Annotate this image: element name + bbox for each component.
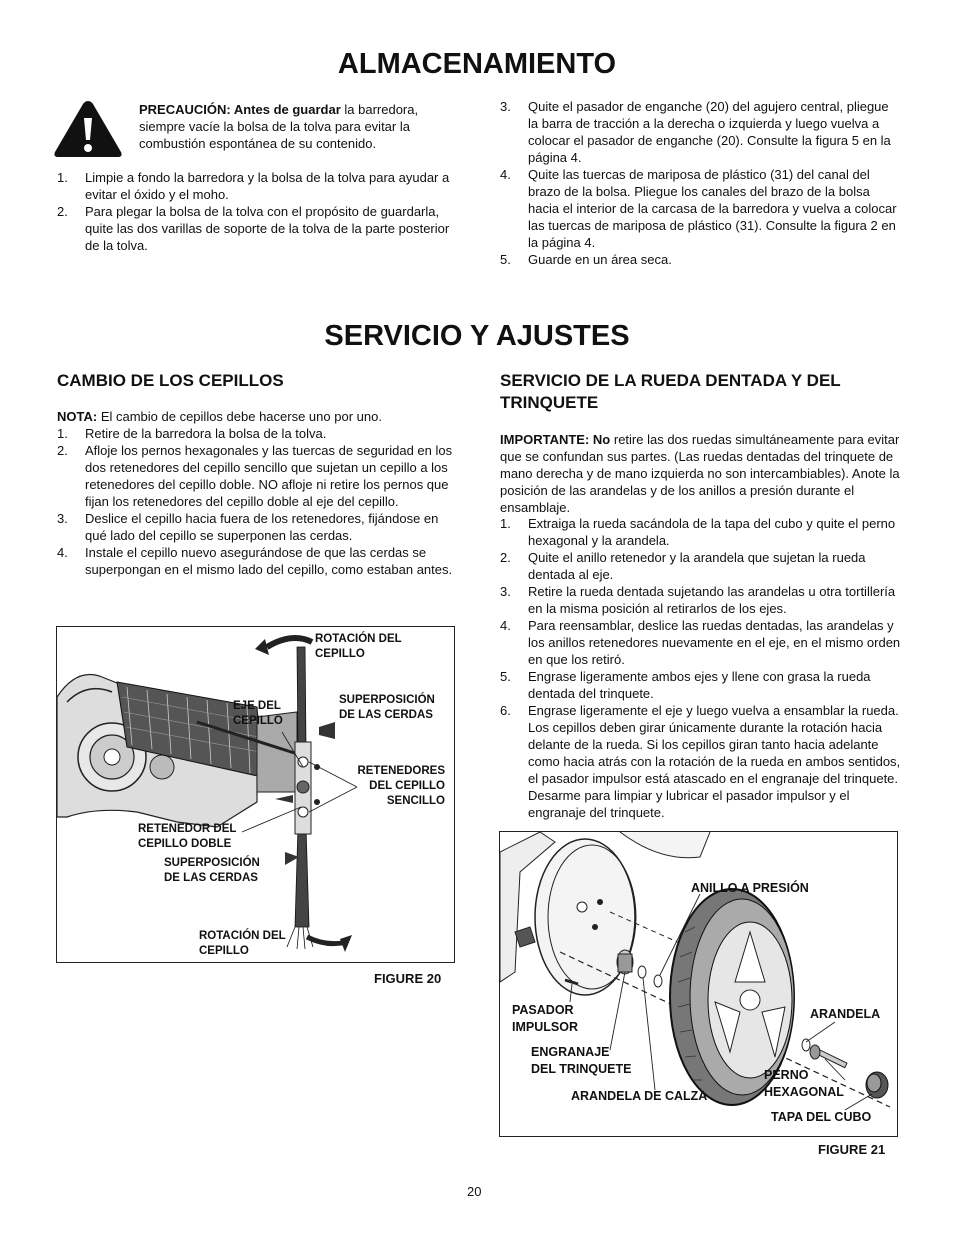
list-item: 1. Limpie a fondo la barredora y la bolsa de la tolva para ayudar a evitar el óxido y el moho.: [57, 170, 450, 202]
list-item: 4. Instale el cepillo nuevo asegurándose de que las cerdas se superpongan en el mismo lado del cepillo, como estaban antes.: [57, 545, 453, 577]
label-anillo: ANILLO A PRESIÓN: [691, 881, 809, 895]
sprocket-heading: SERVICIO DE LA RUEDA DENTADA Y DEL TRINQUETE: [500, 371, 841, 412]
brushes-heading: CAMBIO DE LOS CEPILLOS: [57, 371, 284, 390]
figure-21: [499, 831, 898, 1137]
list-item: 2. Para plegar la bolsa de la tolva con el propósito de guardarla, quite las dos varillas de soporte de la tolva de la parte posterior de la tolva.: [57, 204, 450, 253]
page-number: 20: [467, 1184, 482, 1199]
list-item: 3. Deslice el cepillo hacia fuera de los retenedores, fijándose en qué lado del cepillo se superponen las cerdas.: [57, 511, 439, 543]
brushes-steps: [57, 425, 457, 578]
list-item: 6. Engrase ligeramente el eje y luego vuelva a ensamblar la rueda. Los cepillos deben girar únicamente durante la rotación hacia delante de la rueda. Si los cepillos giran tanto hacia adelante como hacia atrás con la rotación de la rueda en ambos sentidos, el pasador impulsor está atascado en el engranaje del trinquete. Desarme para limpiar y lubricar el pasador impulsor y el engranaje del trinquete.: [500, 703, 901, 820]
label-perno: PERNO HEXAGONAL: [764, 1068, 844, 1099]
storage-steps-left: [57, 169, 457, 254]
figure-21-caption: FIGURE 21: [818, 1142, 886, 1157]
sprocket-important: IMPORTANTE: No retire las dos ruedas simultáneamente para evitar que se confundan sus partes. (Las ruedas dentadas del trinquete de mano derecha y de mano izquierda no son intercambiables). Anote la posición de las arandelas y de los anillos a presión durante el ensamblaje.: [500, 432, 900, 515]
list-item: 2. Afloje los pernos hexagonales y las tuercas de seguridad en los dos retenedores del cepillo sencillo que sujetan un cepillo a los retenedores del cepillo doble. NO afloje ni retire los pernos que fijan los retenedores del cepillo doble al eje del cepillo.: [57, 443, 453, 509]
list-item: 5. Engrase ligeramente ambos ejes y llene con grasa la rueda dentada del trinquete.: [500, 669, 871, 701]
storage-title: ALMACENAMIENTO: [337, 48, 617, 80]
storage-steps-right: [500, 98, 902, 268]
list-item: 3. Quite el pasador de enganche (20) del agujero central, pliegue la barra de tracción a la derecha o izquierda y luego vuelva a colocar el pasador de enganche (20). Consulte la figura 5 en la página 4.: [500, 99, 891, 165]
label-pasador: PASADOR IMPULSOR: [512, 1003, 578, 1034]
list-item: 1. Retire de la barredora la bolsa de la tolva.: [57, 426, 327, 441]
label-arandela: ARANDELA: [810, 1007, 881, 1021]
figure-20-caption: FIGURE 20: [374, 971, 442, 986]
label-retd: RETENEDOR DEL CEPILLO DOBLE: [138, 823, 237, 850]
sprocket-steps: [500, 515, 902, 821]
label-ret: RETENEDORES DEL CEPILLO SENCILLO: [357, 765, 445, 807]
list-item: 4. Quite las tuercas de mariposa de plástico (31) del canal del brazo de la bolsa. Pliegue los canales del brazo de la bolsa hacia el interior de la carcasa de la barredora y vuelva a colocar las tuercas de mariposa de plástico (31). Consulte la figura 2 en la página 4.: [500, 167, 897, 250]
label-engranaje: ENGRANAJE DEL TRINQUETE: [531, 1045, 632, 1076]
list-item: 1. Extraiga la rueda sacándola de la tapa del cubo y quite el perno hexagonal y la arandela.: [500, 516, 896, 548]
caution-text: PRECAUCIÓN: Antes de guardar la barredora, siempre vacíe la bolsa de la tolva para evitar la combustión espontánea de su contenido.: [139, 102, 419, 151]
list-item: 5. Guarde en un área seca.: [500, 252, 672, 267]
label-arandela-calza: ARANDELA DE CALZA: [571, 1089, 708, 1103]
list-item: 4. Para reensamblar, deslice las ruedas dentadas, las arandelas y los anillos retenedores nuevamente en el eje, en el mismo orden en que los retiró.: [500, 618, 901, 667]
label-sup-bot: SUPERPOSICIÓN DE LAS CERDAS: [164, 857, 260, 884]
label-rot-bot: ROTACIÓN DEL CEPILLO: [199, 930, 286, 957]
warning-icon: [52, 98, 124, 160]
figure-20: [56, 626, 455, 963]
label-rot-top: ROTACIÓN DEL CEPILLO: [315, 633, 402, 660]
list-item: 3. Retire la rueda dentada sujetando las arandelas u otra tortillería en la misma posición al retirarlos de los ejes.: [500, 584, 896, 616]
service-title: SERVICIO Y AJUSTES: [324, 320, 630, 352]
brushes-note: NOTA: El cambio de cepillos debe hacerse uno por uno.: [57, 409, 382, 424]
label-tapa: TAPA DEL CUBO: [771, 1110, 872, 1124]
list-item: 2. Quite el anillo retenedor y la arandela que sujetan la rueda dentada al eje.: [500, 550, 866, 582]
label-sup-top: SUPERPOSICIÓN DE LAS CERDAS: [339, 694, 435, 721]
label-eje: EJE DEL CEPILLO: [233, 700, 283, 727]
